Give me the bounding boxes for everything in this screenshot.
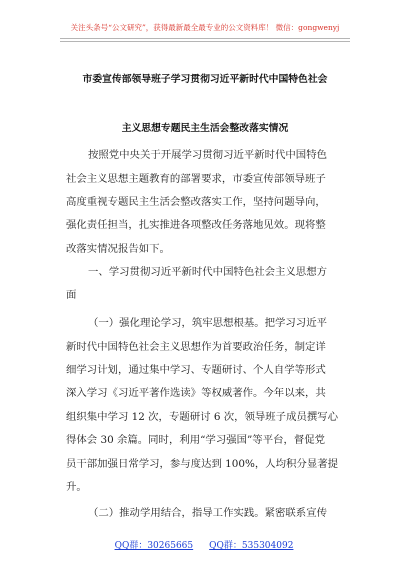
title-line-2: 主义思想专题民主生活会整改落实情况 xyxy=(121,123,289,134)
header-divider xyxy=(60,38,350,39)
header-notice: 关注头条号“公文研究”，获得最新最全最专业的公文资料库！ 微信：gongwenyj xyxy=(70,23,340,32)
qq-group-2-link[interactable]: QQ群：535304092 xyxy=(209,541,294,551)
qq-group-1-link[interactable]: QQ群：30265665 xyxy=(114,541,194,551)
body-line: （二）推动学用结合，指导工作实践。紧密联系宣传 xyxy=(88,507,327,519)
body-line: 面 xyxy=(66,289,77,301)
body-line: 新时代中国特色社会主义思想作为首要政治任务，制定详 xyxy=(66,341,326,353)
body-line: 按照党中央关于开展学习贯彻习近平新时代中国特色 xyxy=(88,149,327,161)
title-line-1: 市委宣传部领导班子学习贯彻习近平新时代中国特色社会 xyxy=(82,74,328,85)
body-line: 一、学习贯彻习近平新时代中国特色社会主义思想方 xyxy=(88,266,327,278)
body-line: 深入学习《习近平著作选读》等权威著作。今年以来，共 xyxy=(66,387,326,399)
body-line: （一）强化理论学习，筑牢思想根基。把学习习近平 xyxy=(88,317,327,329)
footer-contact xyxy=(0,538,408,551)
body-line: 高度重视专题民主生活会整改落实工作，坚持问题导向， xyxy=(66,196,326,208)
body-line: 得体会 30 余篇。同时，利用“学习强国”等平台，督促党 xyxy=(66,434,326,446)
body-line: 升。 xyxy=(66,481,87,493)
body-line: 细学习计划，通过集中学习、专题研讨、个人自学等形式 xyxy=(66,364,326,376)
body-line: 员干部加强日常学习，参与度达到 100%，人均积分显著提 xyxy=(66,458,338,470)
body-line: 强化责任担当，扎实推进各项整改任务落地见效。现将整 xyxy=(66,219,326,231)
header-divider-2 xyxy=(60,41,350,42)
body-line: 改落实情况报告如下。 xyxy=(66,243,170,255)
body-line: 社会主义思想主题教育的部署要求，市委宣传部领导班子 xyxy=(66,173,326,185)
body-line: 组织集中学习 12 次，专题研讨 6 次，领导班子成员撰写心 xyxy=(66,411,339,423)
